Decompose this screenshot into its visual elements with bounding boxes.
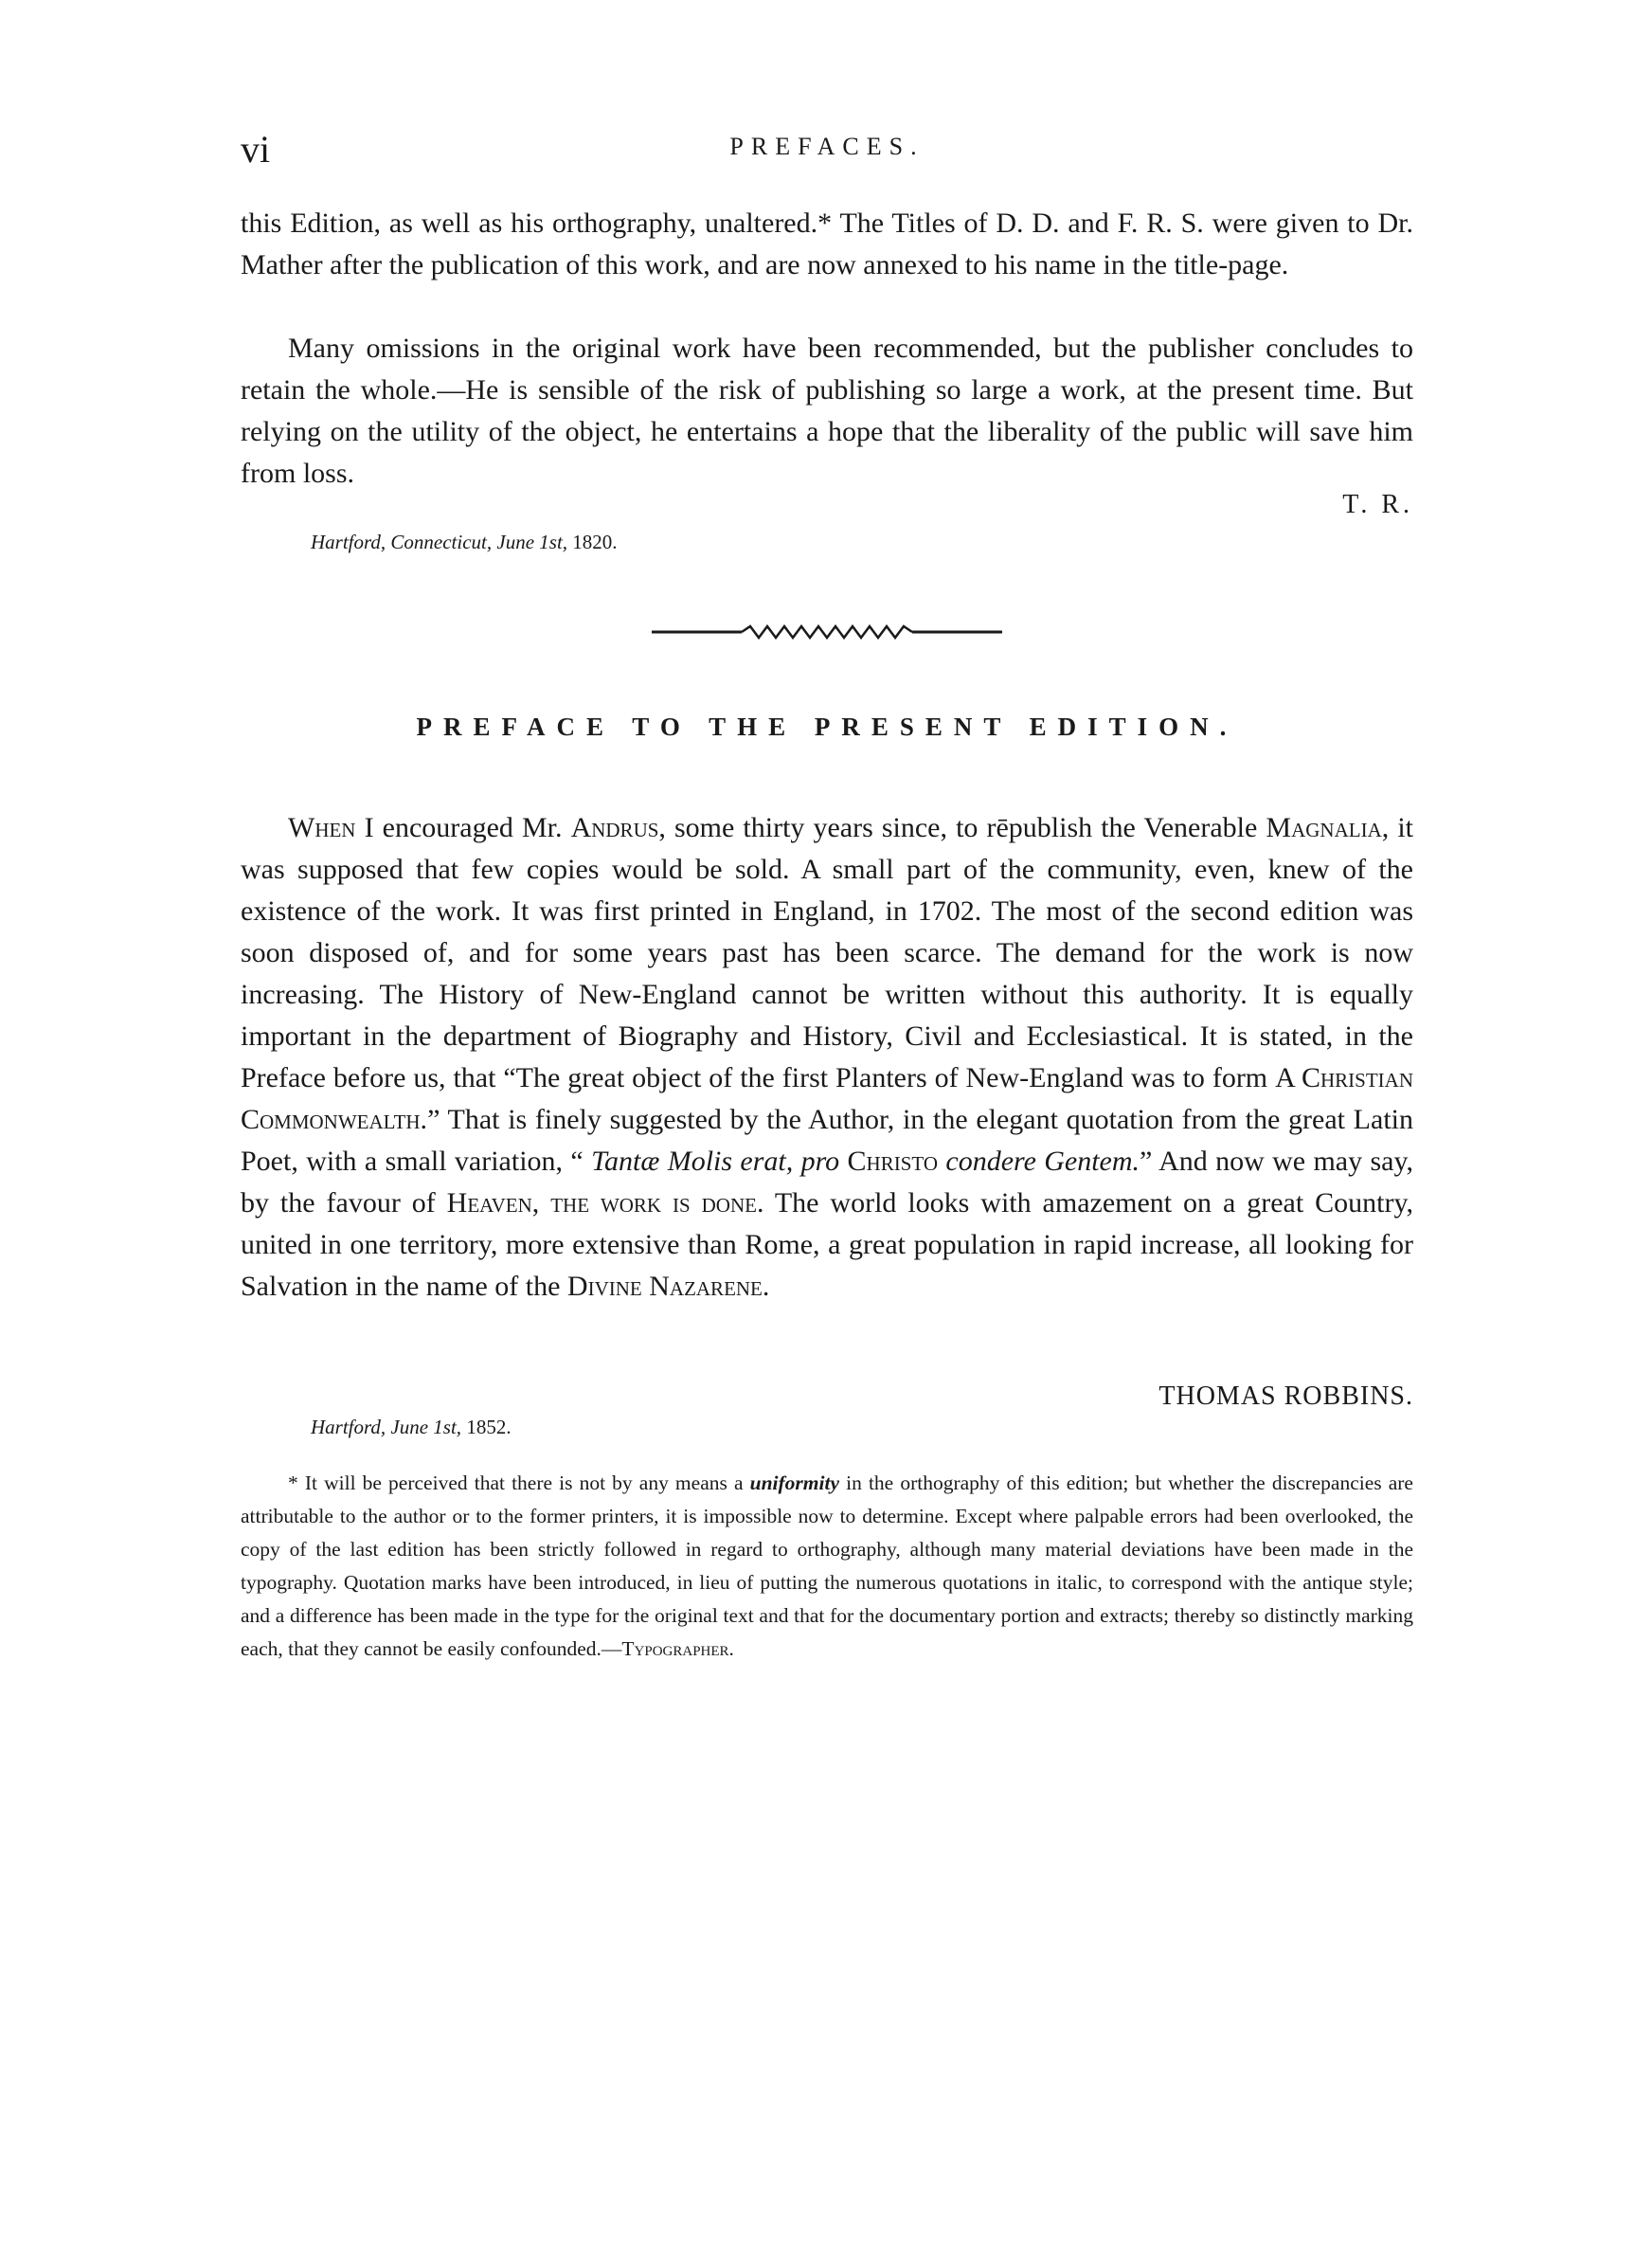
dateline-year: 1852. (466, 1416, 512, 1438)
preface-2-signature: THOMAS ROBBINS. (1158, 1381, 1413, 1411)
dateline-place: Hartford, (311, 531, 386, 553)
dateline-date: June 1st, (390, 1416, 462, 1438)
dateline-place: Hartford, (311, 1416, 386, 1438)
dateline-state: Connecticut, (390, 531, 493, 553)
page-header (241, 127, 1413, 174)
preface-1-signature: T. R. (1342, 490, 1413, 519)
section-title: PREFACE TO THE PRESENT EDITION. (416, 713, 1238, 741)
page-number: vi (241, 128, 271, 171)
footnote: * It will be perceived that there is not by any means a uniformity in the orthography of this edition; but whether the discrepancies are attributable to the author or to the former printers, it is impossible now to determine. Except where palpable errors had been overlooked, the copy of the last edition has been strictly followed in regard to orthography, although many material deviations have been made in the typography. Quotation marks have been introduced, in lieu of putting the numerous quotations in italic, to correspond with the antique style; and a difference has been made in the type for the original text and that for the documentary portion and extracts; thereby so distinctly marking each, that they cannot be easily confounded.—Typographer. (241, 1472, 1413, 1660)
dateline-year: 1820. (572, 531, 618, 553)
running-head: PREFACES. (729, 133, 925, 160)
preface-1-dateline (311, 531, 618, 554)
preface-1-paragraph-1: this Edition, as well as his orthography, unaltered.* The Titles of D. D. and F. R. S. were given to Dr. Mather after the publication of this work, and are now annexed to his name in the title-page. (241, 208, 1413, 280)
preface-2-body: When I encouraged Mr. Andrus, some thirty years since, to rēpublish the Venerable Magnalia, it was supposed that few copies would be sold. A small part of the community, even, knew of the existence of the work. It was first printed in England, in 1702. The most of the second edition was soon disposed of, and for some years past has been scarce. The demand for the work is now increasing. The History of New-England cannot be written without this authority. It is equally important in the department of Biography and History, Civil and Ecclesiastical. It is stated, in the Preface before us, that “The great object of the first Planters of New-England was to form A Christian Commonwealth.” That is finely suggested by the Author, in the elegant quotation from the great Latin Poet, with a small variation, “ Tantæ Molis erat, pro Christo condere Gentem.” And now we may say, by the favour of Heaven, the work is done. The world looks with amazement on a great Country, united in one territory, more extensive than Rome, a great population in rapid increase, all looking for Salvation in the name of the Divine Nazarene. (241, 812, 1414, 1302)
dateline-date: June 1st, (496, 531, 568, 553)
preface-2-dateline (311, 1416, 512, 1439)
ornamental-divider (652, 623, 1002, 641)
preface-1-paragraph-2: Many omissions in the original work have been recommended, but the publisher concludes to retain the whole.—He is sensible of the risk of publishing so large a work, at the present time. But relying on the utility of the object, he entertains a hope that the liberality of the public will save him from loss. (241, 333, 1413, 489)
